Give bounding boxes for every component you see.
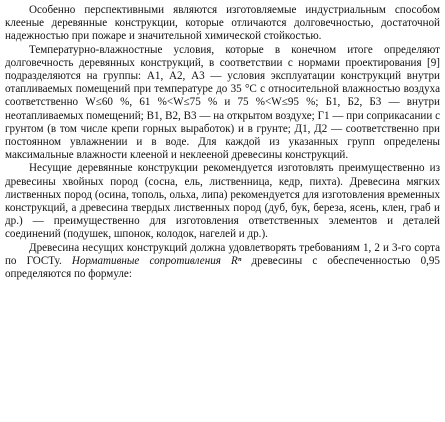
normative-resistance-term: Нормативные сопротивления Rⁿ xyxy=(71,254,242,267)
paragraph-glulam-intro: Особенно перспективными являются изготовляемые индустриальным способом клееные деревянные конструкции, которые отличаются долговечностью, достаточной надежностью при пожаре и значительной химической стойкостью. xyxy=(5,4,440,43)
grade-requirements-text: Древесина несущих конструкций должна удовлетворять требованиям 1, 2 и 3-го сорта по ГОСТу. xyxy=(5,241,440,267)
paragraph-wood-species: Несущие деревянные конструкции рекомендуется изготовлять преимущественно из древесины хвойных пород (сосна, ель, лиственница, кедр, пихта). Древесина мягких лиственных пород (осина, тополь, ольха, липа) рекомендуется для изготовления временных конструкций, а древесина твердых лиственных пород (дуб, бук, береза, ясень, клен, граб и др.) — преимущественно для изготовления ответственных элементов и деталей соединений (подушек, шпонок, колодок, нагелей и др.). xyxy=(5,162,440,241)
formula-lead-in: древесины с обеспеченностью 0,95 определяются по формуле: xyxy=(5,254,440,281)
paragraph-moisture-conditions: Температурно-влажностные условия, которые в конечном итоге определяют долговечность деревянных конструкций, в соответствии с нормами проектирования [9] подразделяются на группы: А1, А2, А3 — условия эксплуатации конструкций внутри отапливаемых помещений при температуре до 35 °С с относительной влажностью воздуха соответственно W≤60 %, 61 %<W≤75 % и 75 %<W≤95 %; Б1, Б2, Б3 — внутри неотапливаемых помещений; В1, В2, В3 — на открытом воздухе; Г1 — при соприкасании с грунтом (в том числе крепи горных выработок) и в грунте; Д1, Д2 — соответственно при постоянном увлажнении и в воде. Для каждой из указанных групп определены максимальные влажности клееной и неклееной древесины конструкций. xyxy=(5,43,440,162)
paragraph-grade-requirements xyxy=(5,242,440,282)
